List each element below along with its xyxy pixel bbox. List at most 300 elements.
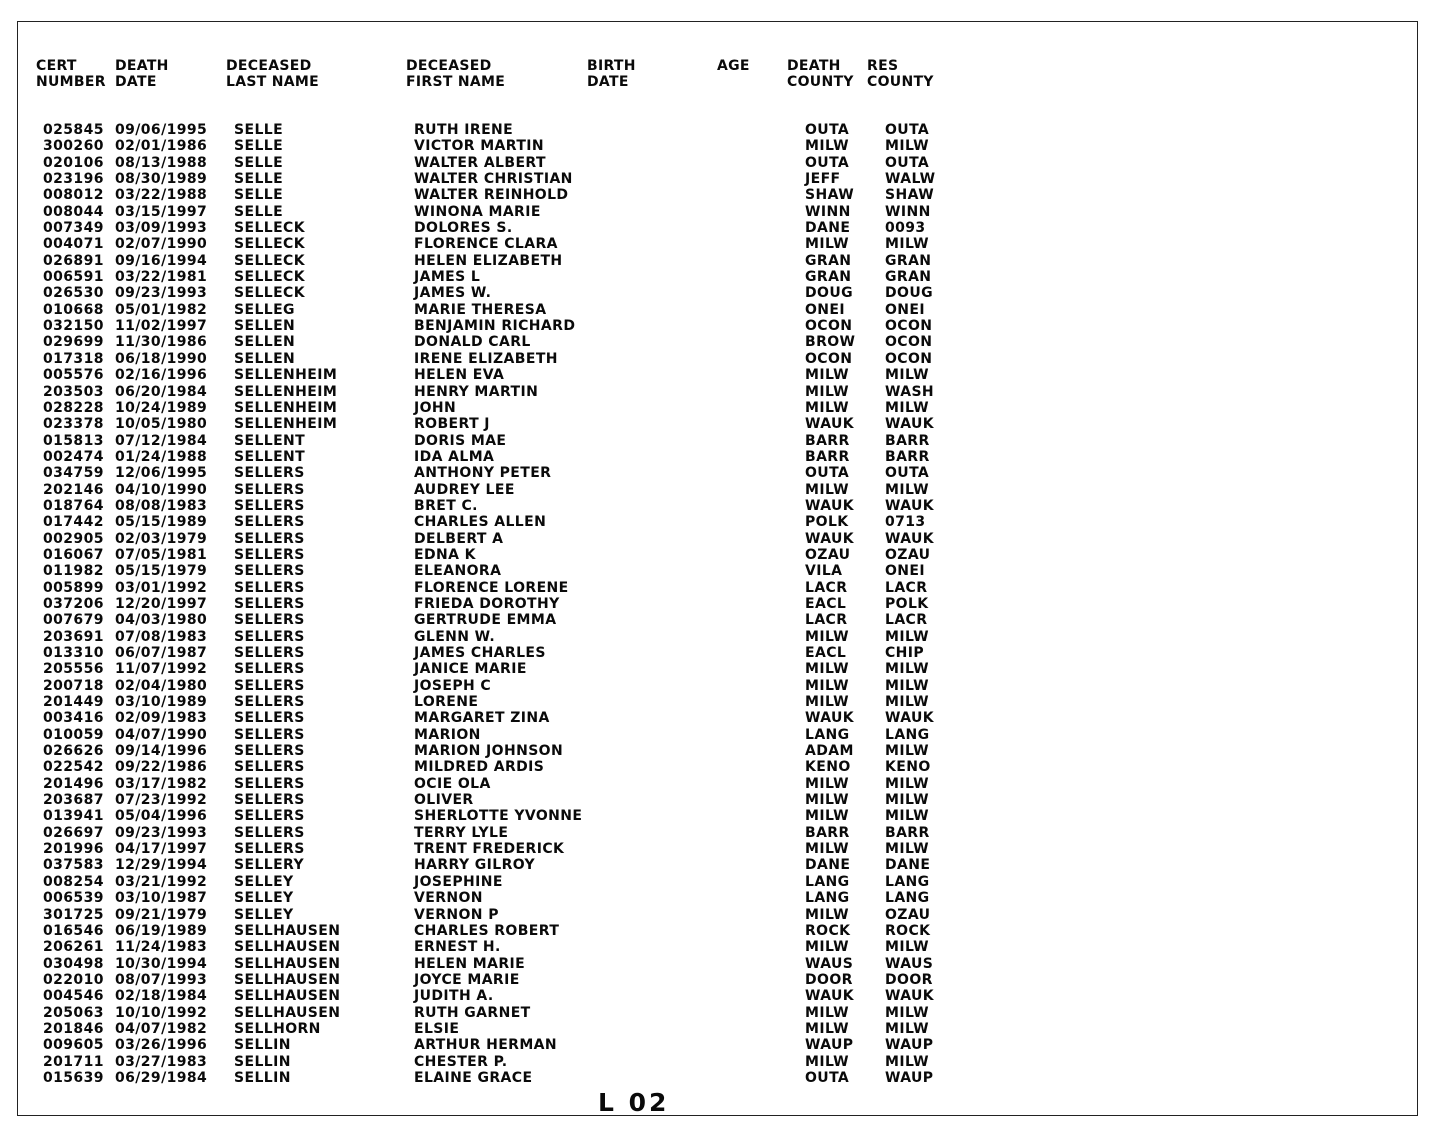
table-row — [18, 1070, 1417, 1086]
death-county-cell: LANG — [805, 726, 850, 743]
death-date-cell: 02/16/1996 — [115, 367, 208, 384]
cert-number-cell: 007679 — [43, 612, 104, 629]
death-county-cell: MILW — [805, 661, 850, 678]
res-county-cell: GRAN — [885, 252, 932, 269]
death-county-cell: DANE — [805, 857, 851, 874]
header-cert-number: CERT NUMBER — [36, 58, 106, 90]
res-county-cell: MILW — [885, 628, 930, 645]
header-death-county: DEATH COUNTY — [787, 58, 854, 90]
cert-number-cell: 026530 — [43, 285, 104, 302]
cert-number-cell: 015639 — [43, 1069, 104, 1086]
first-name-cell: JANICE MARIE — [414, 661, 527, 678]
death-county-cell: LANG — [805, 873, 850, 890]
last-name-cell: SELLEN — [234, 318, 296, 335]
death-county-cell: ONEI — [805, 301, 845, 318]
last-name-cell: SELLEN — [234, 350, 296, 367]
death-county-cell: MILW — [805, 481, 850, 498]
cert-number-cell: 006591 — [43, 269, 104, 286]
death-date-cell: 03/22/1988 — [115, 187, 208, 204]
death-date-cell: 07/05/1981 — [115, 546, 208, 563]
first-name-cell: JOYCE MARIE — [414, 971, 520, 988]
table-row — [18, 727, 1417, 743]
cert-number-cell: 004546 — [43, 988, 104, 1005]
death-county-cell: MILW — [805, 939, 850, 956]
first-name-cell: AUDREY LEE — [414, 481, 515, 498]
cert-number-cell: 032150 — [43, 318, 104, 335]
table-row — [18, 857, 1417, 873]
last-name-cell: SELLERY — [234, 857, 305, 874]
first-name-cell: MARION JOHNSON — [414, 743, 564, 760]
table-row — [18, 253, 1417, 269]
first-name-cell: IRENE ELIZABETH — [414, 350, 558, 367]
last-name-cell: SELLHAUSEN — [234, 988, 341, 1005]
last-name-cell: SELLECK — [234, 285, 305, 302]
res-county-cell: DANE — [885, 857, 931, 874]
last-name-cell: SELLERS — [234, 710, 305, 727]
death-date-cell: 10/30/1994 — [115, 955, 208, 972]
res-county-cell: OUTA — [885, 122, 930, 138]
first-name-cell: JOSEPHINE — [414, 873, 503, 890]
death-county-cell: VILA — [805, 563, 843, 580]
last-name-cell: SELLERS — [234, 841, 305, 858]
death-county-cell: OUTA — [805, 1069, 850, 1086]
first-name-cell: ERNEST H. — [414, 939, 501, 956]
res-county-cell: WINN — [885, 203, 931, 220]
first-name-cell: FLORENCE LORENE — [414, 579, 569, 596]
res-county-cell: WAUS — [885, 955, 934, 972]
first-name-cell: BENJAMIN RICHARD — [414, 318, 576, 335]
cert-number-cell: 013941 — [43, 808, 104, 825]
first-name-cell: HELEN ELIZABETH — [414, 252, 563, 269]
last-name-cell: SELLEG — [234, 301, 295, 318]
res-county-cell: SHAW — [885, 187, 935, 204]
death-county-cell: OZAU — [805, 546, 851, 563]
res-county-cell: MILW — [885, 792, 930, 809]
cert-number-cell: 023378 — [43, 416, 104, 433]
death-county-cell: WAUK — [805, 530, 855, 547]
death-date-cell: 09/16/1994 — [115, 252, 208, 269]
table-row — [18, 825, 1417, 841]
cert-number-cell: 037583 — [43, 857, 104, 874]
death-date-cell: 04/07/1990 — [115, 726, 208, 743]
res-county-cell: BARR — [885, 824, 930, 841]
death-county-cell: OCON — [805, 318, 853, 335]
death-county-cell: WAUS — [805, 955, 854, 972]
death-date-cell: 09/14/1996 — [115, 743, 208, 760]
header-deceased-first-name: DECEASED FIRST NAME — [406, 58, 506, 90]
death-date-cell: 02/18/1984 — [115, 988, 208, 1005]
res-county-cell: LANG — [885, 873, 930, 890]
cert-number-cell: 013310 — [43, 645, 104, 661]
death-date-cell: 03/17/1982 — [115, 775, 208, 792]
death-county-cell: MILW — [805, 792, 850, 809]
cert-number-cell: 300260 — [43, 138, 104, 155]
table-row — [18, 612, 1417, 628]
res-county-cell: MILW — [885, 236, 930, 253]
first-name-cell: EDNA K — [414, 546, 476, 563]
table-row — [18, 596, 1417, 612]
table-row — [18, 759, 1417, 775]
first-name-cell: CHESTER P. — [414, 1053, 508, 1070]
death-date-cell: 05/15/1989 — [115, 514, 208, 531]
res-county-cell: MILW — [885, 1020, 930, 1037]
first-name-cell: HARRY GILROY — [414, 857, 536, 874]
record-page-frame — [17, 21, 1418, 1116]
death-county-cell: MILW — [805, 694, 850, 711]
cert-number-cell: 007349 — [43, 220, 104, 237]
last-name-cell: SELLHAUSEN — [234, 971, 341, 988]
cert-number-cell: 205063 — [43, 1004, 104, 1021]
death-date-cell: 03/22/1981 — [115, 269, 208, 286]
first-name-cell: JAMES L — [414, 269, 481, 286]
death-date-cell: 02/04/1980 — [115, 677, 208, 694]
res-county-cell: KENO — [885, 759, 931, 776]
res-county-cell: MILW — [885, 694, 930, 711]
death-county-cell: MILW — [805, 628, 850, 645]
last-name-cell: SELLHAUSEN — [234, 1004, 341, 1021]
res-county-cell: OZAU — [885, 906, 931, 923]
res-county-cell: MILW — [885, 1004, 930, 1021]
death-date-cell: 09/23/1993 — [115, 285, 208, 302]
last-name-cell: SELLERS — [234, 775, 305, 792]
cert-number-cell: 030498 — [43, 955, 104, 972]
last-name-cell: SELLIN — [234, 1037, 291, 1054]
first-name-cell: MILDRED ARDIS — [414, 759, 545, 776]
last-name-cell: SELLECK — [234, 252, 305, 269]
last-name-cell: SELLEN — [234, 334, 296, 351]
res-county-cell: OCON — [885, 334, 933, 351]
cert-number-cell: 201996 — [43, 841, 104, 858]
res-county-cell: MILW — [885, 399, 930, 416]
death-county-cell: GRAN — [805, 269, 852, 286]
res-county-cell: OCON — [885, 350, 933, 367]
death-date-cell: 03/09/1993 — [115, 220, 208, 237]
cert-number-cell: 301725 — [43, 906, 104, 923]
last-name-cell: SELLEY — [234, 873, 294, 890]
last-name-cell: SELLERS — [234, 530, 305, 547]
last-name-cell: SELLEY — [234, 890, 294, 907]
first-name-cell: HELEN EVA — [414, 367, 505, 384]
table-row — [18, 629, 1417, 645]
death-date-cell: 07/12/1984 — [115, 432, 208, 449]
last-name-cell: SELLENT — [234, 448, 306, 465]
table-row — [18, 956, 1417, 972]
cert-number-cell: 005576 — [43, 367, 104, 384]
res-county-cell: BARR — [885, 448, 930, 465]
death-county-cell: MILW — [805, 841, 850, 858]
first-name-cell: ROBERT J — [414, 416, 490, 433]
res-county-cell: MILW — [885, 808, 930, 825]
death-date-cell: 05/01/1982 — [115, 301, 208, 318]
res-county-cell: MILW — [885, 841, 930, 858]
cert-number-cell: 203503 — [43, 383, 104, 400]
res-county-cell: MILW — [885, 367, 930, 384]
first-name-cell: SHERLOTTE YVONNE — [414, 808, 583, 825]
first-name-cell: WALTER CHRISTIAN — [414, 171, 573, 188]
cert-number-cell: 006539 — [43, 890, 104, 907]
last-name-cell: SELLERS — [234, 661, 305, 678]
last-name-cell: SELLERS — [234, 612, 305, 629]
table-row — [18, 939, 1417, 955]
last-name-cell: SELLERS — [234, 579, 305, 596]
table-row — [18, 710, 1417, 726]
death-county-cell: LACR — [805, 579, 848, 596]
cert-number-cell: 201846 — [43, 1020, 104, 1037]
death-county-cell: MILW — [805, 383, 850, 400]
death-date-cell: 03/21/1992 — [115, 873, 208, 890]
first-name-cell: ANTHONY PETER — [414, 465, 552, 482]
first-name-cell: GLENN W. — [414, 628, 496, 645]
table-row — [18, 498, 1417, 514]
death-date-cell: 03/27/1983 — [115, 1053, 208, 1070]
res-county-cell: GRAN — [885, 269, 932, 286]
first-name-cell: DOLORES S. — [414, 220, 513, 237]
res-county-cell: LACR — [885, 612, 928, 629]
death-county-cell: BARR — [805, 824, 850, 841]
cert-number-cell: 002474 — [43, 448, 104, 465]
cert-number-cell: 026626 — [43, 743, 104, 760]
death-date-cell: 02/09/1983 — [115, 710, 208, 727]
cert-number-cell: 026891 — [43, 252, 104, 269]
first-name-cell: JOHN — [414, 399, 457, 416]
death-county-cell: BARR — [805, 432, 850, 449]
table-row — [18, 923, 1417, 939]
death-date-cell: 03/26/1996 — [115, 1037, 208, 1054]
death-date-cell: 04/17/1997 — [115, 841, 208, 858]
death-date-cell: 10/24/1989 — [115, 399, 208, 416]
table-row — [18, 482, 1417, 498]
last-name-cell: SELLEY — [234, 906, 294, 923]
death-county-cell: MILW — [805, 138, 850, 155]
table-row — [18, 400, 1417, 416]
last-name-cell: SELLERS — [234, 808, 305, 825]
table-row — [18, 792, 1417, 808]
death-county-cell: JEFF — [805, 171, 841, 188]
table-row — [18, 841, 1417, 857]
last-name-cell: SELLHORN — [234, 1020, 321, 1037]
res-county-cell: DOUG — [885, 285, 933, 302]
table-row — [18, 416, 1417, 432]
death-county-cell: MILW — [805, 677, 850, 694]
cert-number-cell: 011982 — [43, 563, 104, 580]
death-county-cell: MILW — [805, 808, 850, 825]
death-date-cell: 08/13/1988 — [115, 154, 208, 171]
first-name-cell: WALTER REINHOLD — [414, 187, 569, 204]
cert-number-cell: 037206 — [43, 595, 104, 612]
cert-number-cell: 004071 — [43, 236, 104, 253]
table-row — [18, 661, 1417, 677]
res-county-cell: MILW — [885, 481, 930, 498]
death-county-cell: BARR — [805, 448, 850, 465]
last-name-cell: SELLIN — [234, 1069, 291, 1086]
last-name-cell: SELLHAUSEN — [234, 939, 341, 956]
last-name-cell: SELLERS — [234, 677, 305, 694]
death-date-cell: 05/15/1979 — [115, 563, 208, 580]
death-date-cell: 02/07/1990 — [115, 236, 208, 253]
table-row — [18, 776, 1417, 792]
death-county-cell: GRAN — [805, 252, 852, 269]
last-name-cell: SELLERS — [234, 759, 305, 776]
death-county-cell: MILW — [805, 1020, 850, 1037]
table-row — [18, 563, 1417, 579]
first-name-cell: VERNON — [414, 890, 483, 907]
res-county-cell: WAUP — [885, 1069, 934, 1086]
first-name-cell: JOSEPH C — [414, 677, 492, 694]
res-county-cell: MILW — [885, 661, 930, 678]
first-name-cell: CHARLES ALLEN — [414, 514, 547, 531]
death-date-cell: 03/10/1989 — [115, 694, 208, 711]
header-age: AGE — [717, 58, 750, 74]
first-name-cell: GERTRUDE EMMA — [414, 612, 557, 629]
table-row — [18, 449, 1417, 465]
res-county-cell: OUTA — [885, 465, 930, 482]
table-row — [18, 171, 1417, 187]
last-name-cell: SELLERS — [234, 792, 305, 809]
table-row — [18, 236, 1417, 252]
death-date-cell: 11/02/1997 — [115, 318, 208, 335]
table-row — [18, 465, 1417, 481]
table-row — [18, 384, 1417, 400]
cert-number-cell: 022010 — [43, 971, 104, 988]
table-row — [18, 285, 1417, 301]
last-name-cell: SELLHAUSEN — [234, 922, 341, 939]
header-death-date: DEATH DATE — [115, 58, 169, 90]
first-name-cell: DORIS MAE — [414, 432, 507, 449]
death-date-cell: 06/18/1990 — [115, 350, 208, 367]
death-date-cell: 10/10/1992 — [115, 1004, 208, 1021]
res-county-cell: OZAU — [885, 546, 931, 563]
death-county-cell: DANE — [805, 220, 851, 237]
res-county-cell: MILW — [885, 1053, 930, 1070]
cert-number-cell: 201711 — [43, 1053, 104, 1070]
death-date-cell: 09/21/1979 — [115, 906, 208, 923]
table-row — [18, 988, 1417, 1004]
first-name-cell: MARGARET ZINA — [414, 710, 550, 727]
death-county-cell: LACR — [805, 612, 848, 629]
cert-number-cell: 028228 — [43, 399, 104, 416]
death-date-cell: 07/08/1983 — [115, 628, 208, 645]
first-name-cell: FLORENCE CLARA — [414, 236, 558, 253]
death-date-cell: 02/03/1979 — [115, 530, 208, 547]
last-name-cell: SELLERS — [234, 514, 305, 531]
first-name-cell: DONALD CARL — [414, 334, 531, 351]
res-county-cell: LANG — [885, 890, 930, 907]
last-name-cell: SELLERS — [234, 546, 305, 563]
cert-number-cell: 017442 — [43, 514, 104, 531]
death-county-cell: SHAW — [805, 187, 855, 204]
first-name-cell: VICTOR MARTIN — [414, 138, 545, 155]
last-name-cell: SELLENHEIM — [234, 383, 338, 400]
cert-number-cell: 003416 — [43, 710, 104, 727]
death-date-cell: 08/30/1989 — [115, 171, 208, 188]
first-name-cell: ARTHUR HERMAN — [414, 1037, 558, 1054]
table-row — [18, 580, 1417, 596]
first-name-cell: MARION — [414, 726, 481, 743]
table-row — [18, 187, 1417, 203]
last-name-cell: SELLERS — [234, 465, 305, 482]
last-name-cell: SELLERS — [234, 824, 305, 841]
cert-number-cell: 206261 — [43, 939, 104, 956]
cert-number-cell: 016546 — [43, 922, 104, 939]
death-county-cell: MILW — [805, 775, 850, 792]
death-county-cell: WINN — [805, 203, 851, 220]
last-name-cell: SELLECK — [234, 220, 305, 237]
last-name-cell: SELLIN — [234, 1053, 291, 1070]
cert-number-cell: 201496 — [43, 775, 104, 792]
death-county-cell: LANG — [805, 890, 850, 907]
last-name-cell: SELLENHEIM — [234, 416, 338, 433]
cert-number-cell: 008254 — [43, 873, 104, 890]
death-date-cell: 06/07/1987 — [115, 645, 208, 661]
res-county-cell: ONEI — [885, 301, 925, 318]
cert-number-cell: 010668 — [43, 301, 104, 318]
res-county-cell: DOOR — [885, 971, 933, 988]
table-row — [18, 1021, 1417, 1037]
res-county-cell: MILW — [885, 775, 930, 792]
first-name-cell: WALTER ALBERT — [414, 154, 546, 171]
death-county-cell: WAUK — [805, 710, 855, 727]
res-county-cell: BARR — [885, 432, 930, 449]
res-county-cell: WALW — [885, 171, 936, 188]
first-name-cell: JUDITH A. — [414, 988, 494, 1005]
last-name-cell: SELLE — [234, 187, 284, 204]
cert-number-cell: 002905 — [43, 530, 104, 547]
death-date-cell: 06/29/1984 — [115, 1069, 208, 1086]
death-date-cell: 11/24/1983 — [115, 939, 208, 956]
death-county-cell: OUTA — [805, 154, 850, 171]
last-name-cell: SELLHAUSEN — [234, 955, 341, 972]
death-date-cell: 03/10/1987 — [115, 890, 208, 907]
cert-number-cell: 200718 — [43, 677, 104, 694]
table-row — [18, 547, 1417, 563]
table-row — [18, 1037, 1417, 1053]
death-county-cell: OCON — [805, 350, 853, 367]
death-date-cell: 08/07/1993 — [115, 971, 208, 988]
first-name-cell: TRENT FREDERICK — [414, 841, 565, 858]
cert-number-cell: 008044 — [43, 203, 104, 220]
res-county-cell: MILW — [885, 138, 930, 155]
table-row — [18, 122, 1417, 138]
last-name-cell: SELLERS — [234, 481, 305, 498]
table-row — [18, 334, 1417, 350]
first-name-cell: VERNON P — [414, 906, 499, 923]
last-name-cell: SELLERS — [234, 628, 305, 645]
death-county-cell: ROCK — [805, 922, 851, 939]
res-county-cell: LACR — [885, 579, 928, 596]
death-county-cell: WAUK — [805, 497, 855, 514]
cert-number-cell: 010059 — [43, 726, 104, 743]
first-name-cell: JAMES W. — [414, 285, 492, 302]
first-name-cell: ELAINE GRACE — [414, 1069, 533, 1086]
first-name-cell: WINONA MARIE — [414, 203, 541, 220]
table-row — [18, 808, 1417, 824]
last-name-cell: SELLECK — [234, 236, 305, 253]
cert-number-cell: 203687 — [43, 792, 104, 809]
table-row — [18, 890, 1417, 906]
death-county-cell: MILW — [805, 367, 850, 384]
cert-number-cell: 202146 — [43, 481, 104, 498]
res-county-cell: POLK — [885, 595, 929, 612]
death-date-cell: 01/24/1988 — [115, 448, 208, 465]
death-date-cell: 06/20/1984 — [115, 383, 208, 400]
res-county-cell: MILW — [885, 677, 930, 694]
last-name-cell: SELLERS — [234, 497, 305, 514]
death-date-cell: 07/23/1992 — [115, 792, 208, 809]
death-date-cell: 09/22/1986 — [115, 759, 208, 776]
death-date-cell: 10/05/1980 — [115, 416, 208, 433]
record-list — [18, 122, 1417, 1086]
first-name-cell: FRIEDA DOROTHY — [414, 595, 560, 612]
